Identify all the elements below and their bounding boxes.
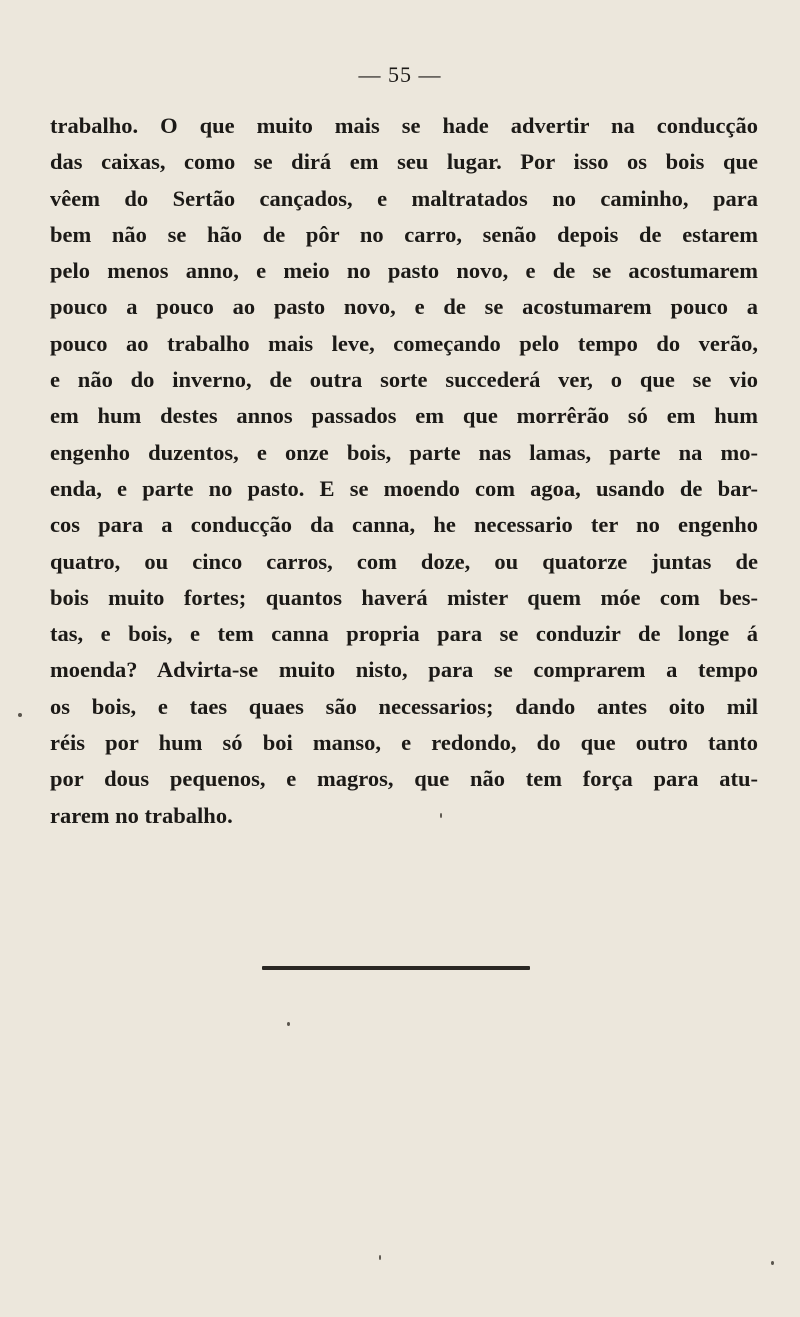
- text-line-13: quatro, ou cinco carros, com doze, ou quatorze juntas de: [50, 548, 758, 574]
- text-line-1: trabalho. O que muito mais se hade advertir na conducção: [50, 113, 758, 138]
- paper-speck: [440, 813, 442, 818]
- text-line-5: pelo menos anno, e meio no pasto novo, e de se acostumarem: [50, 258, 758, 284]
- text-line-3: vêem do Sertão cançados, e maltratados no caminho, para: [50, 185, 758, 211]
- text-line-14: bois muito fortes; quantos haverá mister quem móe com bes-: [50, 584, 758, 610]
- text-line-18: réis por hum só boi manso, e redondo, do que outro tanto: [50, 730, 758, 756]
- paper-speck: [287, 1022, 290, 1026]
- text-line-9: em hum destes annos passados em que morrêrão só em hum: [50, 403, 758, 429]
- text-line-7: pouco ao trabalho mais leve, começando pelo tempo do verão,: [50, 330, 758, 356]
- text-line-4: bem não se hão de pôr no carro, senão depois de estarem: [50, 221, 758, 247]
- text-line-19: por dous pequenos, e magros, que não tem força para atu-: [50, 766, 758, 792]
- text-line-10: engenho duzentos, e onze bois, parte nas lamas, parte na mo-: [50, 439, 758, 465]
- page-number: — 55 —: [358, 62, 442, 87]
- body-text: [50, 108, 758, 834]
- text-line-2: das caixas, como se dirá em seu lugar. Por isso os bois que: [50, 149, 758, 175]
- text-line-11: enda, e parte no pasto. E se moendo com agoa, usando de bar-: [50, 475, 758, 501]
- text-line-20: rarem no trabalho.: [50, 802, 233, 828]
- text-line-8: e não do inverno, de outra sorte succederá ver, o que se vio: [50, 367, 758, 393]
- text-line-15: tas, e bois, e tem canna propria para se conduzir de longe á: [50, 621, 758, 647]
- text-line-17: os bois, e taes quaes são necessarios; dando antes oito mil: [50, 693, 758, 719]
- text-line-6: pouco a pouco ao pasto novo, e de se acostumarem pouco a: [50, 294, 758, 320]
- paper-speck: [771, 1261, 774, 1265]
- section-divider-rule: [262, 966, 530, 970]
- paper-speck: [379, 1255, 381, 1260]
- paper-speck: [18, 713, 22, 717]
- text-line-12: cos para a conducção da canna, he necessario ter no engenho: [50, 512, 758, 538]
- text-line-16: moenda? Advirta-se muito nisto, para se comprarem a tempo: [50, 657, 758, 683]
